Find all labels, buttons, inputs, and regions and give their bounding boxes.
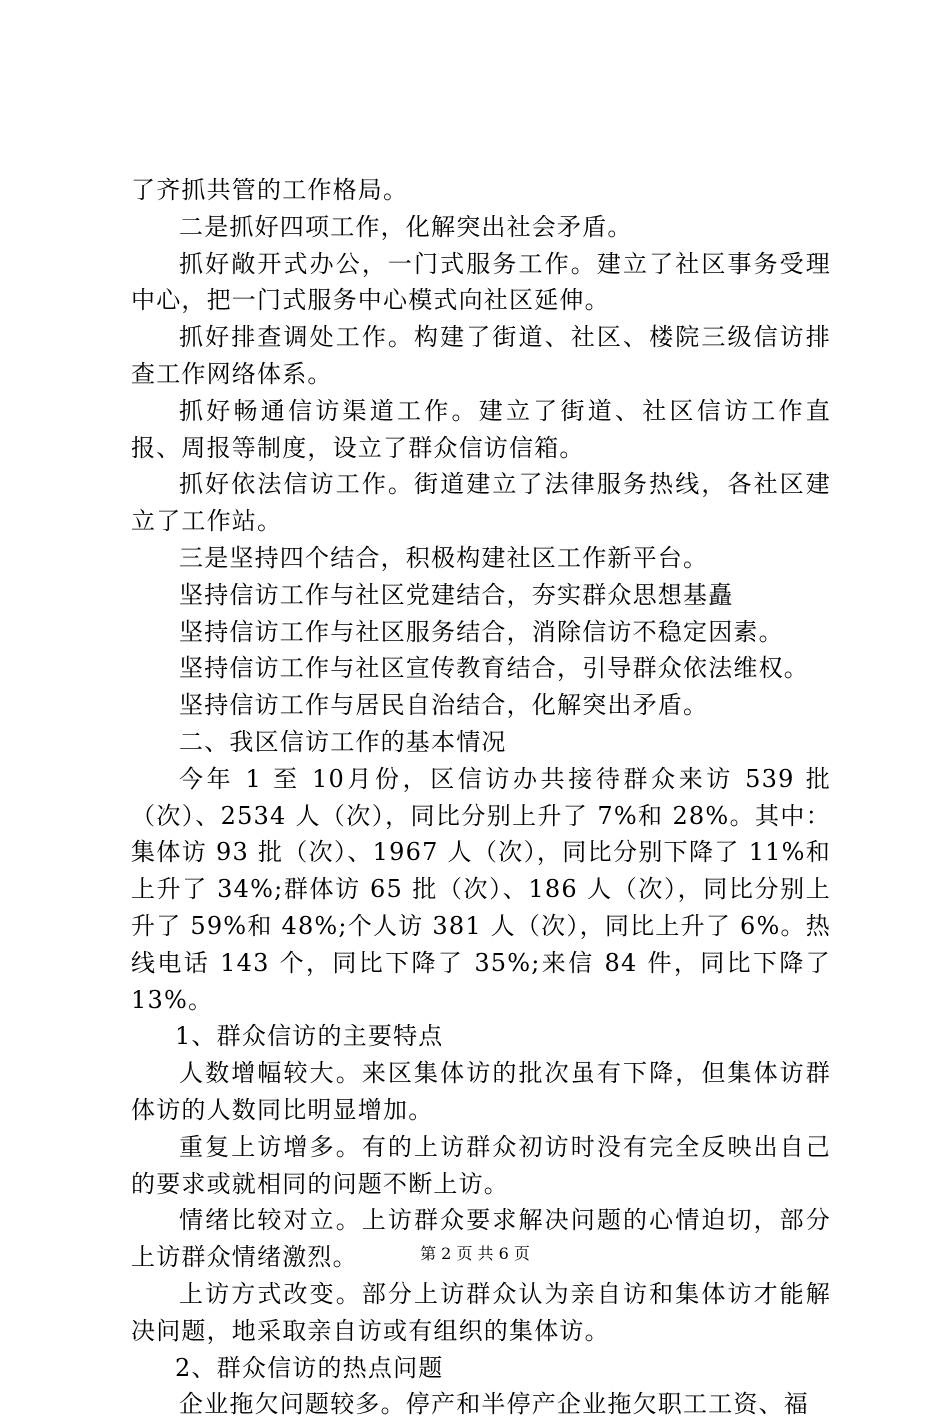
paragraph: 今年 1 至 10月份，区信访办共接待群众来访 539 批（次）、2534 人（次），同比分别上升了 7%和 28%。其中：集体访 93 批（次）、1967 人（次），同比分别下降了 11%和上升了 34%;群体访 65 批（次）、186 人（次），同比分别上升了 59%和 48%;个人访 381 人（次），同比上升了 6%。热线电话 143 个，同比下降了 35%;来信 84 件，同比下降了 13%。: [131, 764, 831, 1014]
paragraph: 了齐抓共管的工作格局。: [131, 176, 409, 204]
page-footer: [0, 1241, 950, 1264]
paragraph: 坚持信访工作与社区服务结合，消除信访不稳定因素。: [179, 617, 784, 646]
paragraph: 抓好排查调处工作。构建了街道、社区、楼院三级信访排查工作网络体系。: [131, 323, 831, 388]
paragraph: 上访方式改变。部分上访群众认为亲自访和集体访才能解决问题，地采取亲自访或有组织的集体访。: [131, 1279, 831, 1345]
subsection-heading: 1、群众信访的主要特点: [175, 1022, 444, 1051]
page-number-label: 第 2 页 共 6 页: [420, 1244, 530, 1263]
paragraph: 二是抓好四项工作，化解突出社会矛盾。: [179, 212, 633, 241]
document-body: [131, 172, 831, 1423]
paragraph: 重复上访增多。有的上访群众初访时没有完全反映出自己的要求或就相同的问题不断上访。: [131, 1132, 831, 1198]
paragraph: 坚持信访工作与社区宣传教育结合，引导群众依法维权。: [179, 654, 809, 683]
paragraph: 抓好依法信访工作。街道建立了法律服务热线，各社区建立了工作站。: [131, 470, 831, 536]
paragraph: 企业拖欠问题较多。停产和半停产企业拖欠职工工资、福: [179, 1390, 809, 1419]
paragraph: 抓好畅通信访渠道工作。建立了街道、社区信访工作直报、周报等制度，设立了群众信访信箱。: [131, 396, 831, 462]
subsection-heading: 2、群众信访的热点问题: [175, 1353, 444, 1382]
paragraph: 三是坚持四个结合，积极构建社区工作新平台。: [179, 543, 709, 572]
paragraph: 人数增幅较大。来区集体访的批次虽有下降，但集体访群体访的人数同比明显增加。: [131, 1059, 831, 1124]
paragraph: 情绪比较对立。上访群众要求解决问题的心情迫切，部分上访群众情绪激烈。: [131, 1206, 831, 1272]
section-heading: 二、我区信访工作的基本情况: [179, 727, 507, 756]
paragraph: 坚持信访工作与社区党建结合，夯实群众思想基矗: [179, 580, 734, 609]
paragraph: 抓好敞开式办公，一门式服务工作。建立了社区事务受理中心，把一门式服务中心模式向社区延伸。: [131, 249, 831, 315]
paragraph: 坚持信访工作与居民自治结合，化解突出矛盾。: [179, 691, 709, 720]
